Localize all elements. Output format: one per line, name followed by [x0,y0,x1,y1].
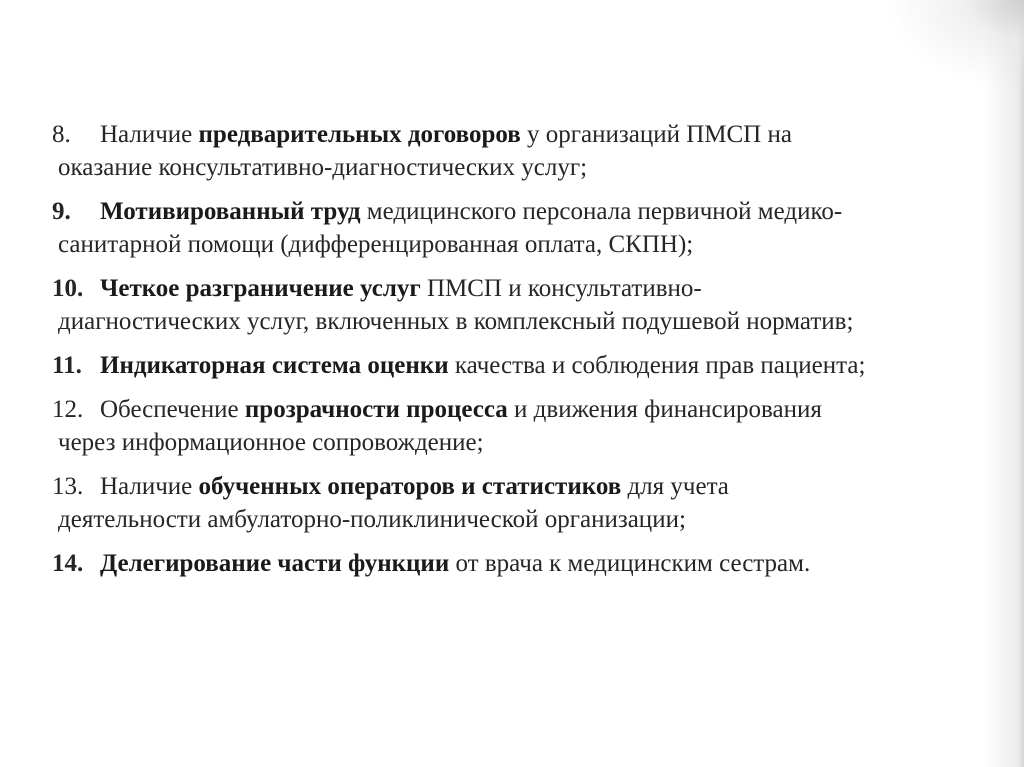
list-item-line [52,393,992,426]
item-continuation: через информационное сопровождение; [58,429,484,456]
item-continuation: санитарной помощи (дифференцированная оплата, СКПН); [58,231,694,258]
item-number: 9. [52,198,71,225]
list-item-line [52,349,992,382]
item-number: 12. [52,396,84,423]
list-item [52,118,992,184]
item-number: 10. [52,275,84,302]
item-emphasis: предварительных договоров [198,121,521,148]
item-number: 14. [52,550,84,577]
item-number: 8. [52,121,71,148]
item-text: и движения финансирования [507,396,822,423]
item-continuation: деятельности амбулаторно-поликлинической организации; [58,506,686,533]
list-item [52,547,992,580]
item-emphasis: прозрачности процесса [244,396,508,423]
item-text: качества и соблюдения прав пациента; [448,352,866,379]
item-continuation: диагностических услуг, включенных в комплексный подушевой норматив; [58,308,854,335]
item-emphasis: Четкое разграничение услуг [100,275,421,302]
list-item [52,393,992,459]
list-item [52,349,992,382]
list-item-line [52,547,992,580]
list-item-line [52,470,992,503]
item-number: 13. [52,473,84,500]
item-text: Наличие [100,473,199,500]
item-number: 11. [52,352,82,379]
item-text: Наличие [100,121,199,148]
item-emphasis: обученных операторов и статистиков [198,473,622,500]
list-item-line [52,195,992,228]
list-item [52,272,992,338]
page-corner-shadow [884,0,1024,90]
item-text: ПМСП и консультативно- [420,275,702,302]
item-text: от врача к медицинским сестрам. [449,550,811,577]
item-text: медицинского персонала первичной медико- [360,198,843,225]
list-item [52,470,992,536]
numbered-list [52,118,992,591]
item-text: Обеспечение [100,396,245,423]
item-text: для учета [621,473,729,500]
item-emphasis: Индикаторная система оценки [100,352,449,379]
list-item-line [52,118,992,151]
list-item [52,195,992,261]
item-emphasis: Мотивированный труд [100,198,361,225]
list-item-line [52,272,992,305]
item-continuation: оказание консультативно-диагностических услуг; [58,154,588,181]
item-emphasis: Делегирование части функции [100,550,450,577]
item-text: у организаций ПМСП на [520,121,792,148]
